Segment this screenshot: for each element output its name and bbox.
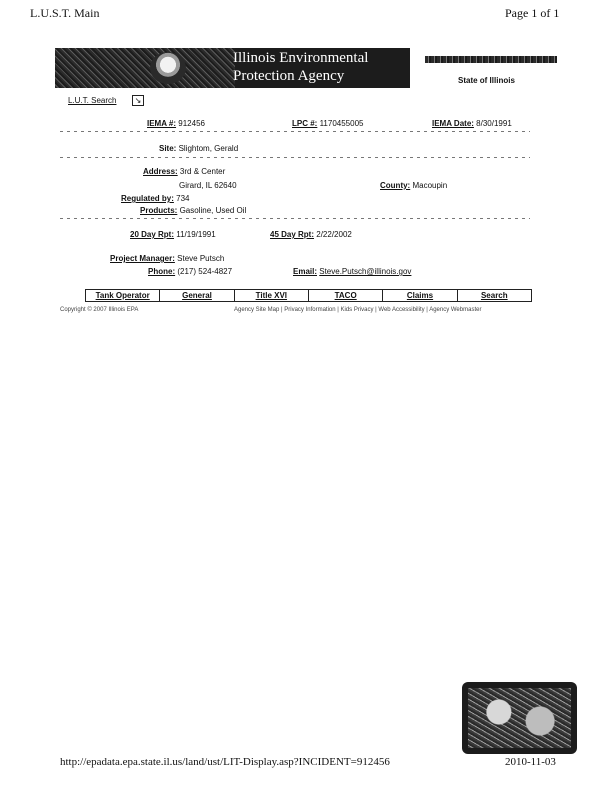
footer-links[interactable]: Agency Site Map | Privacy Information | Kids Privacy | Web Accessibility | Agency Webmaster — [234, 307, 482, 313]
tab-tank-operator[interactable]: Tank Operator — [86, 290, 160, 301]
lpc-number-field: LPC #: 1170455005 — [292, 119, 364, 128]
tab-search[interactable]: Search — [480, 291, 508, 300]
email-field: Email: Steve.Putsch@illinois.gov — [293, 267, 412, 276]
forty-five-day-report-field: 45 Day Rpt: 2/22/2002 — [270, 230, 352, 239]
divider — [60, 131, 530, 132]
print-page-number: Page 1 of 1 — [505, 6, 560, 20]
iema-date-field: IEMA Date: 8/30/1991 — [432, 119, 512, 128]
site-field: Site: Slightom, Gerald — [159, 144, 239, 153]
print-page-title: L.U.S.T. Main — [30, 6, 100, 20]
products-field: Products: Gasoline, Used Oil — [140, 206, 247, 215]
stamp-texture — [468, 688, 571, 748]
state-banner-strip — [425, 56, 557, 63]
email-link[interactable]: Steve.Putsch@illinois.gov — [319, 267, 412, 276]
tab-claims[interactable]: Claims — [383, 290, 457, 301]
state-of-illinois-label[interactable]: State of Illinois — [458, 76, 515, 85]
agency-name-line2: Protection Agency — [233, 68, 345, 84]
divider — [60, 157, 530, 158]
lust-search-link[interactable]: L.U.T. Search — [68, 96, 117, 105]
illinois-seal-icon — [150, 52, 186, 84]
tab-general[interactable]: General — [160, 290, 234, 301]
twenty-day-report-field: 20 Day Rpt: 11/19/1991 — [130, 230, 216, 239]
project-manager-field: Project Manager: Steve Putsch — [110, 254, 225, 263]
address-field: Address: 3rd & Center — [143, 167, 226, 176]
address-city-line: Girard, IL 62640 — [179, 181, 237, 190]
county-field: County: Macoupin — [380, 181, 448, 190]
agency-name-line1: Illinois Environmental — [233, 50, 369, 66]
banner-texture — [55, 48, 235, 88]
iema-number-field: IEMA #: 912456 — [147, 119, 205, 128]
arrow-icon[interactable]: ↘ — [132, 95, 144, 106]
tab-title-xvi[interactable]: Title XVI — [235, 290, 309, 301]
agency-banner[interactable] — [55, 48, 410, 88]
phone-field: Phone: (217) 524-4827 — [148, 267, 233, 276]
print-url: http://epadata.epa.state.il.us/land/ust/LIT-Display.asp?INCIDENT=912456 — [60, 756, 390, 768]
print-date: 2010-11-03 — [505, 756, 556, 768]
tab-taco[interactable]: TACO — [309, 290, 383, 301]
section-tabs — [85, 289, 532, 302]
copyright-text: Copyright © 2007 Illinois EPA — [60, 307, 139, 313]
scan-stamp-image — [462, 682, 577, 754]
divider — [60, 218, 530, 219]
regulated-by-field: Regulated by: 734 — [121, 194, 190, 203]
